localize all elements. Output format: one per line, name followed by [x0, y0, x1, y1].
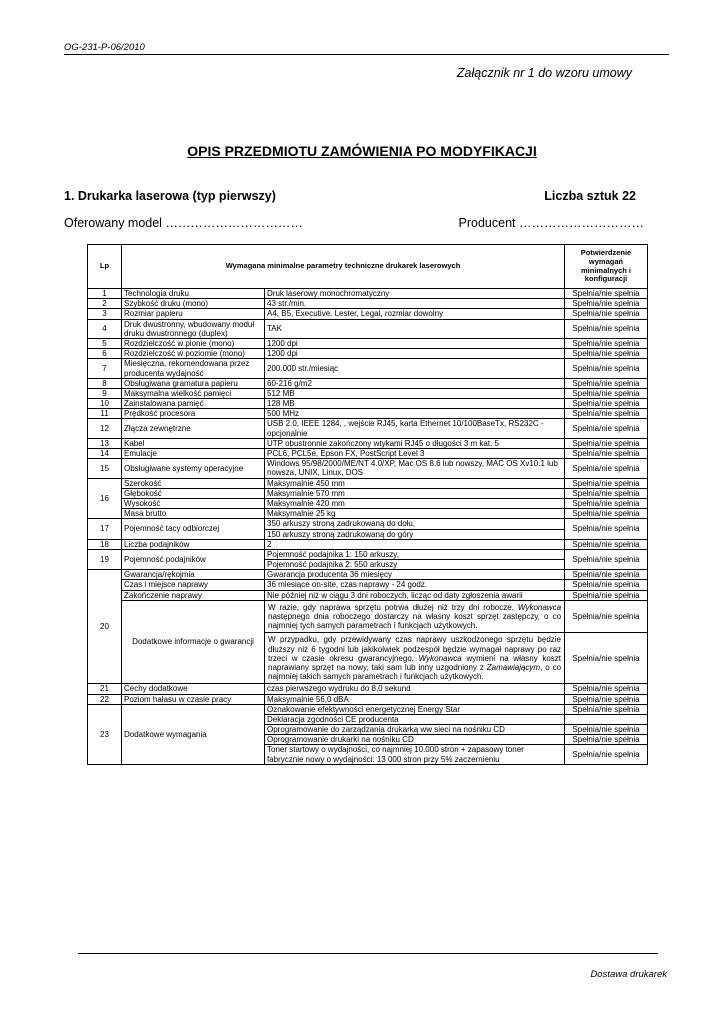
- confirmation-cell: Spełnia/nie spełnia: [565, 478, 648, 488]
- param-name: Kabel: [122, 438, 265, 448]
- confirmation-cell: Spełnia/nie spełnia: [565, 449, 648, 459]
- confirmation-cell: Spełnia/nie spełnia: [565, 378, 648, 388]
- confirmation-cell: Spełnia/nie spełnia: [565, 745, 648, 764]
- document-code: OG-231-P-06/2010: [64, 42, 145, 53]
- param-value: [265, 633, 565, 684]
- param-value: Pojemność podajnika 2: 550 arkuszy: [265, 560, 565, 570]
- table-row: [88, 378, 648, 388]
- param-name: Szerokość: [122, 478, 265, 488]
- table-row: [88, 419, 648, 438]
- param-name: Cechy dodatkowe: [122, 684, 265, 694]
- param-name: Pojemność podajników: [122, 549, 265, 569]
- param-name: Głębokość: [122, 488, 265, 498]
- table-row: [88, 338, 648, 348]
- confirmation-cell: Spełnia/nie spełnia: [565, 519, 648, 539]
- confirmation-cell: Spełnia/nie spełnia: [565, 539, 648, 549]
- param-value: Toner startowy o wydajności, co najmniej 10.000 stron + zapasowy toner fabrycznie nowy o wydajności: 13 000 stron przy 5% zaczernieniu: [265, 745, 565, 764]
- param-value: PCL6, PCL5e, Epson FX, PostScript Level 3: [265, 449, 565, 459]
- text-run: wymieni na własny koszt naprawiany sprzęt na nowy, taki sam lub inny uzgodniony z: [268, 653, 562, 672]
- param-name: Szybkość druku (mono): [122, 299, 265, 309]
- row-number: 12: [88, 419, 122, 438]
- param-value: Oprogramowanie do zarządzania drukarką ww sieci na nośniku CD: [265, 725, 565, 735]
- param-value: Nie później niż w ciągu 3 dni roboczych, licząc od daty zgłoszenia awarii: [265, 590, 565, 600]
- confirmation-cell: Spełnia/nie spełnia: [565, 399, 648, 409]
- text-run: Wykonawca: [517, 602, 562, 612]
- header-confirm: Potwierdzenie wymagań minimalnych i konfiguracji: [565, 245, 648, 289]
- table-row: [88, 488, 648, 498]
- row-number: 5: [88, 338, 122, 348]
- table-row: [88, 509, 648, 519]
- table-row: [88, 359, 648, 378]
- param-name: Zainstalowana pamięć: [122, 399, 265, 409]
- param-value: Gwarancja producenta 36 miesięcy: [265, 570, 565, 580]
- confirmation-cell: Spełnia/nie spełnia: [565, 549, 648, 569]
- param-name: Rozmiar papieru: [122, 309, 265, 319]
- table-row: [88, 319, 648, 338]
- table-row: [88, 590, 648, 600]
- confirmation-cell: Spełnia/nie spełnia: [565, 299, 648, 309]
- row-number: 13: [88, 438, 122, 448]
- param-value: 60-216 g/m2: [265, 378, 565, 388]
- param-name: Wysokość: [122, 498, 265, 508]
- row-number: 21: [88, 684, 122, 694]
- confirmation-cell: Spełnia/nie spełnia: [565, 684, 648, 694]
- specification-table: [87, 244, 648, 765]
- param-value: 2: [265, 539, 565, 549]
- confirmation-cell: Spełnia/nie spełnia: [565, 570, 648, 580]
- param-name: Maksymalna wielkość pamięci: [122, 388, 265, 398]
- document-title: OPIS PRZEDMIOTU ZAMÓWIENIA PO MODYFIKACJI: [187, 143, 537, 159]
- table-row: [88, 580, 648, 590]
- param-value: Maksymalnie 450 mm: [265, 478, 565, 488]
- param-value: 36 miesiące on-site, czas naprawy - 24 godz.: [265, 580, 565, 590]
- param-value: UTP obustronnie zakończony wtykami RJ45 o długości 3 m kat. 5: [265, 438, 565, 448]
- row-number: 15: [88, 459, 122, 478]
- param-name: Złącza zewnętrzne: [122, 419, 265, 438]
- table-row: [88, 570, 648, 580]
- row-number: 2: [88, 299, 122, 309]
- confirmation-cell: Spełnia/nie spełnia: [565, 498, 648, 508]
- confirmation-cell: Spełnia/nie spełnia: [565, 509, 648, 519]
- table-row: [88, 519, 648, 529]
- param-value: 500 MHz: [265, 409, 565, 419]
- param-value: 350 arkuszy stroną zadrukowaną do dołu,: [265, 519, 565, 529]
- param-value: Maksymalnie 25 kg: [265, 509, 565, 519]
- param-value: [265, 600, 565, 633]
- confirmation-cell: [565, 714, 648, 724]
- param-value: 1200 dpi: [265, 338, 565, 348]
- confirmation-cell: Spełnia/nie spełnia: [565, 704, 648, 714]
- param-name: Poziom hałasu w czasie pracy: [122, 694, 265, 704]
- footer-label: Dostawa drukarek: [590, 969, 667, 980]
- param-name: Prędkość procesora: [122, 409, 265, 419]
- row-number: 3: [88, 309, 122, 319]
- confirmation-cell: Spełnia/nie spełnia: [565, 694, 648, 704]
- confirmation-cell: Spełnia/nie spełnia: [565, 488, 648, 498]
- param-name: Czas i miejsce naprawy: [122, 580, 265, 590]
- param-name: Miesięczna, rekomendowana przez producenta wydajność: [122, 359, 265, 378]
- confirmation-cell: Spełnia/nie spełnia: [565, 459, 648, 478]
- param-name: Masa brutto: [122, 509, 265, 519]
- row-number: 17: [88, 519, 122, 539]
- confirmation-cell: Spełnia/nie spełnia: [565, 388, 648, 398]
- quantity-label: Liczba sztuk 22: [544, 189, 636, 203]
- param-name: Dodatkowe wymagania: [122, 704, 265, 764]
- top-rule: [64, 54, 669, 55]
- table-row: [88, 309, 648, 319]
- param-name: Dodatkowe informacje o gwarancji: [122, 600, 265, 684]
- confirmation-cell: Spełnia/nie spełnia: [565, 309, 648, 319]
- confirmation-cell: Spełnia/nie spełnia: [565, 438, 648, 448]
- text-run: Wykonawca: [418, 653, 462, 663]
- bottom-rule: [78, 953, 658, 954]
- param-name: Rozdzielczość w pionie (mono): [122, 338, 265, 348]
- table-row: [88, 438, 648, 448]
- param-value: 512 MB: [265, 388, 565, 398]
- param-value: 43 str./min.: [265, 299, 565, 309]
- param-value: 1200 dpi: [265, 349, 565, 359]
- row-number: 14: [88, 449, 122, 459]
- row-number: 16: [88, 478, 122, 519]
- param-value: Oznakowanie efektywności energetycznej Energy Star: [265, 704, 565, 714]
- param-value: Windows 95/98/2000/ME/NT 4.0/XP, Mac OS 8.6 lub nowszy, MAC OS Xv10.1 lub nowsza, UNIX, Linux, DOS: [265, 459, 565, 478]
- text-run: Zamawiającym: [486, 662, 541, 672]
- text-run: W przypadku, gdy przewidywany czas naprawy uszkodzonego sprzętu będzie dłuższy niż 6 tygodni lub jakikolwiek podzespół będzie wymagał naprawy po raz trzeci w czasie okresu gwarancyjnego,: [268, 635, 562, 663]
- param-value: USB 2.0, IEEE 1284, , wejście RJ45, karta Ethernet 10/100BaseTx, RS232C -opcjonalnie: [265, 419, 565, 438]
- confirmation-cell: Spełnia/nie spełnia: [565, 590, 648, 600]
- confirmation-cell: Spełnia/nie spełnia: [565, 725, 648, 735]
- table-row: [88, 498, 648, 508]
- table-row: [88, 449, 648, 459]
- param-value: 128 MB: [265, 399, 565, 409]
- offered-model-field: Oferowany model ……………………………: [64, 216, 303, 230]
- row-number: 19: [88, 549, 122, 569]
- table-row: [88, 349, 648, 359]
- confirmation-cell: Spełnia/nie spełnia: [565, 409, 648, 419]
- table-row: [88, 459, 648, 478]
- param-value: A4, B5, Executive. Lester, Legal, rozmiar dowolny: [265, 309, 565, 319]
- table-row: [88, 704, 648, 714]
- row-number: 4: [88, 319, 122, 338]
- confirmation-cell: Spełnia/nie spełnia: [565, 419, 648, 438]
- row-number: 18: [88, 539, 122, 549]
- param-value: Oprogramowanie drukarki na nośniku CD: [265, 735, 565, 745]
- text-run: W razie, gdy naprawa sprzętu potrwa dłużej niż trzy dni robocze,: [268, 602, 518, 612]
- text-run: , o co najmniej takich samych parametrach i funkcjach użytkowych.: [268, 662, 562, 682]
- confirmation-cell: Spełnia/nie spełnia: [565, 580, 648, 590]
- row-number: 22: [88, 694, 122, 704]
- row-number: 11: [88, 409, 122, 419]
- param-name: Obsługiwana gramatura papieru: [122, 378, 265, 388]
- param-name: Druk dwustronny, wbudowany moduł druku dwustronnego (duplex): [122, 319, 265, 338]
- row-number: 1: [88, 289, 122, 299]
- text-run: następnego dnia roboczego dostarczy na własny koszt sprzęt zastępczy, o co najmniej tych samych parametrach i funkcjach użytkowych.: [268, 612, 562, 631]
- param-name: Emulacje: [122, 449, 265, 459]
- confirmation-cell: Spełnia/nie spełnia: [565, 319, 648, 338]
- param-name: Technologia druku: [122, 289, 265, 299]
- confirmation-cell: Spełnia/nie spełnia: [565, 600, 648, 633]
- row-number: 7: [88, 359, 122, 378]
- table-row: [88, 684, 648, 694]
- param-name: Rozdzielczość w poziomie (mono): [122, 349, 265, 359]
- header-params: Wymagana minimalne parametry techniczne drukarek laserowych: [122, 245, 565, 289]
- confirmation-cell: Spełnia/nie spełnia: [565, 349, 648, 359]
- param-value: Maksymalnie 570 mm: [265, 488, 565, 498]
- param-name: Zakończenie naprawy: [122, 590, 265, 600]
- table-row: [88, 694, 648, 704]
- table-row: [88, 409, 648, 419]
- confirmation-cell: Spełnia/nie spełnia: [565, 735, 648, 745]
- param-value: Pojemność podajnika 1: 150 arkuszy,: [265, 549, 565, 559]
- header-lp: Lp: [88, 245, 122, 289]
- confirmation-cell: Spełnia/nie spełnia: [565, 359, 648, 378]
- table-row: [88, 299, 648, 309]
- table-row: [88, 549, 648, 559]
- row-number: 8: [88, 378, 122, 388]
- param-name: Pojemność tacy odbiorczej: [122, 519, 265, 539]
- param-value: Maksymalnie 56,0 dBA: [265, 694, 565, 704]
- confirmation-cell: Spełnia/nie spełnia: [565, 338, 648, 348]
- table-row: [88, 289, 648, 299]
- row-number: 20: [88, 570, 122, 684]
- row-number: 10: [88, 399, 122, 409]
- param-value: TAK: [265, 319, 565, 338]
- param-name: Obsługiwane systemy operacyjne: [122, 459, 265, 478]
- row-number: 23: [88, 704, 122, 764]
- param-value: Druk laserowy monochromatyczny: [265, 289, 565, 299]
- param-value: Deklaracja zgodności CE producenta: [265, 714, 565, 724]
- confirmation-cell: Spełnia/nie spełnia: [565, 633, 648, 684]
- table-row: [88, 600, 648, 633]
- table-header-row: [88, 245, 648, 289]
- table-row: [88, 478, 648, 488]
- table-row: [88, 388, 648, 398]
- param-value: Maksymalnie 420 mm: [265, 498, 565, 508]
- param-name: Gwarancja/rękojmia: [122, 570, 265, 580]
- param-name: Liczba podajników: [122, 539, 265, 549]
- confirmation-cell: Spełnia/nie spełnia: [565, 289, 648, 299]
- section-heading: 1. Drukarka laserowa (typ pierwszy): [64, 189, 276, 203]
- row-number: 6: [88, 349, 122, 359]
- table-row: [88, 399, 648, 409]
- producer-field: Producent …………………………: [458, 216, 644, 230]
- annex-label: Załącznik nr 1 do wzoru umowy: [456, 66, 632, 80]
- param-value: 200.000 str./miesiąc: [265, 359, 565, 378]
- row-number: 9: [88, 388, 122, 398]
- param-value: czas pierwszego wydruku do 8,0 sekund: [265, 684, 565, 694]
- param-value: 150 arkuszy stroną zadrukowaną do góry: [265, 529, 565, 539]
- table-row: [88, 539, 648, 549]
